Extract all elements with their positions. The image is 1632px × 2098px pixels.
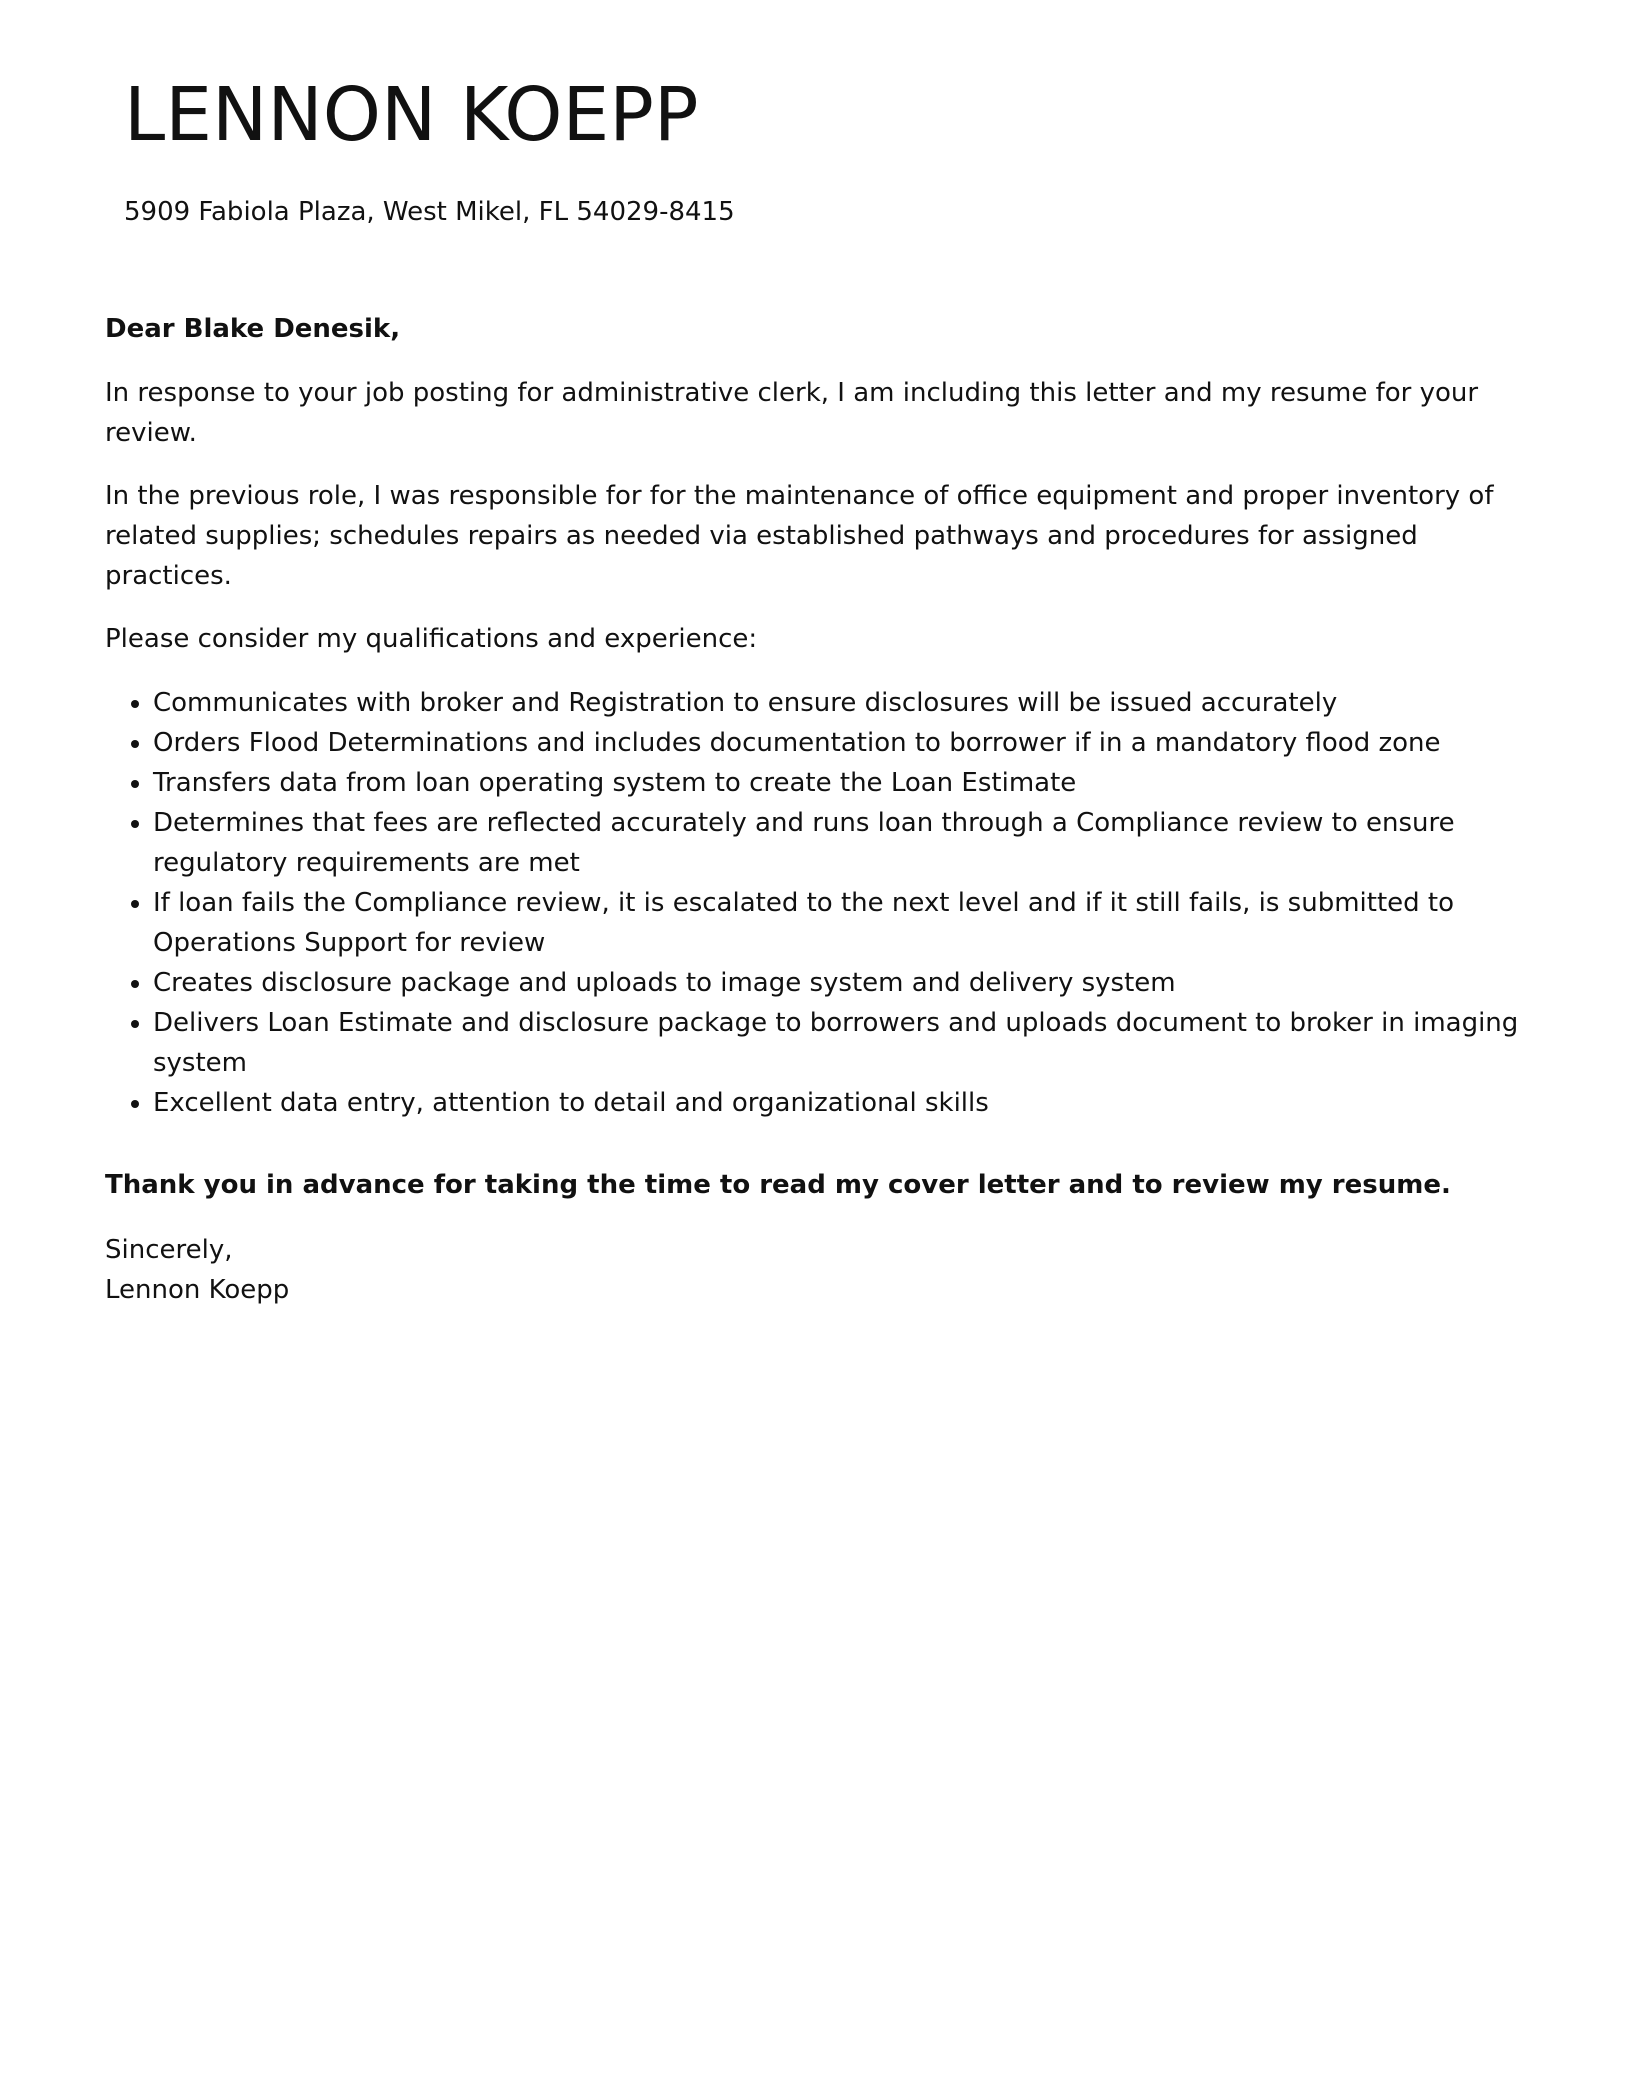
applicant-address: 5909 Fabiola Plaza, West Mikel, FL 54029-8415: [124, 197, 735, 227]
letter-header: [124, 72, 1424, 229]
letter-body: [105, 309, 1535, 1310]
signoff-text: Sincerely,: [105, 1235, 233, 1265]
closing-paragraph: Thank you in advance for taking the time to read my cover letter and to review my resume.: [105, 1170, 1451, 1200]
list-item: • Orders Flood Determinations and includes documentation to borrower if in a mandatory flood zone: [153, 723, 1535, 763]
list-item: • Transfers data from loan operating system to create the Loan Estimate: [153, 763, 1535, 803]
qualifications-intro: Please consider my qualifications and experience:: [105, 624, 758, 654]
signature-name: Lennon Koepp: [105, 1275, 290, 1305]
list-item: • Determines that fees are reflected accurately and runs loan through a Compliance review to ensure regulatory requirements are met: [153, 803, 1535, 883]
qualifications-list: [105, 683, 1535, 1123]
list-item: • Delivers Loan Estimate and disclosure package to borrowers and uploads document to broker in imaging system: [153, 1003, 1535, 1083]
previous-role-paragraph: In the previous role, I was responsible for for the maintenance of office equipment and proper inventory of related supplies; schedules repairs as needed via established pathways and procedures for assigned practices.: [105, 481, 1494, 591]
intro-paragraph: In response to your job posting for administrative clerk, I am including this letter and my resume for your review.: [105, 378, 1479, 448]
list-item: • If loan fails the Compliance review, it is escalated to the next level and if it still fails, is submitted to Operations Support for review: [153, 883, 1535, 963]
list-item: • Communicates with broker and Registration to ensure disclosures will be issued accurately: [153, 683, 1535, 723]
signoff-block: [105, 1230, 1535, 1310]
salutation: Dear Blake Denesik,: [105, 314, 401, 344]
list-item: • Creates disclosure package and uploads to image system and delivery system: [153, 963, 1535, 1003]
applicant-name: LENNON KOEPP: [124, 72, 699, 158]
list-item: • Excellent data entry, attention to detail and organizational skills: [153, 1083, 1535, 1123]
